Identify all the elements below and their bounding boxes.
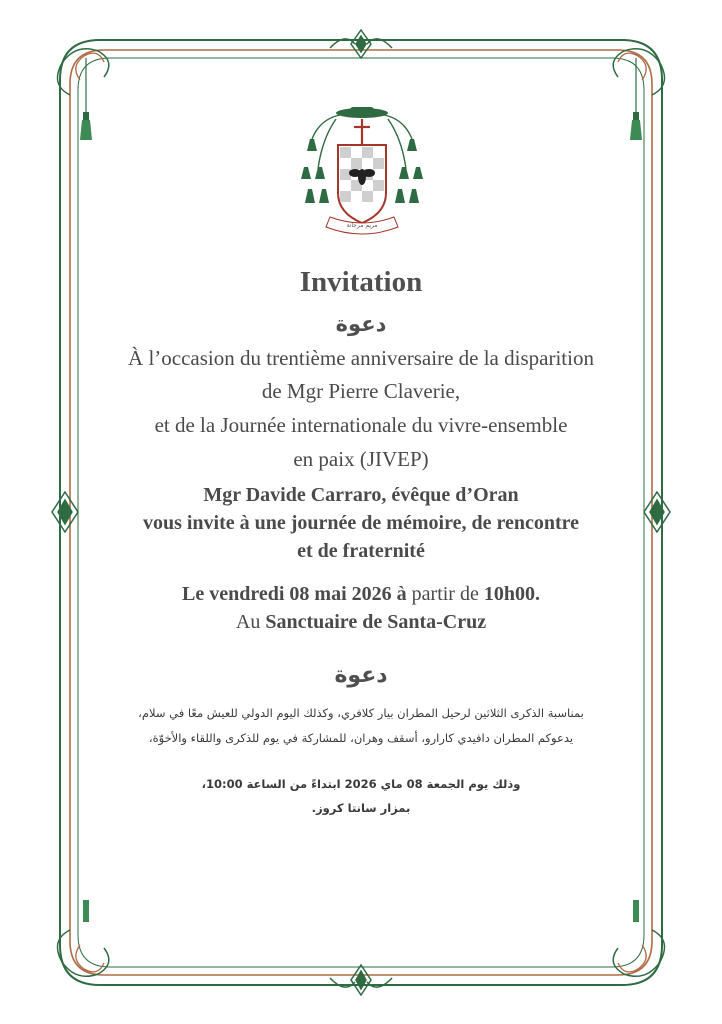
- intro-line-4: en paix (JIVEP): [293, 447, 429, 471]
- intro-line-2: de Mgr Pierre Claverie,: [261, 379, 461, 403]
- arabic-body-line-1: بمناسبة الذكرى الثلاثين لرحيل المطران بيار كلافري، وكذلك اليوم الدولي للعيش معًا في سلام،: [138, 706, 584, 720]
- arabic-date-line-1: وذلك يوم الجمعة 08 ماي 2026 ابتداءً من الساعة 10:00،: [201, 777, 521, 791]
- arabic-body-line-2: يدعوكم المطران دافيدي كارارو، أسقف وهران، للمشاركة في يوم للذكرى واللقاء والأخوّة،: [148, 731, 574, 745]
- ornament-icon: [330, 30, 392, 58]
- coat-of-arms: [300, 105, 424, 240]
- date-normal-part: partir de: [406, 583, 484, 605]
- bishop-hat-icon: [336, 107, 388, 118]
- page-title: Invitation: [299, 266, 423, 298]
- arabic-title: دعوة: [335, 312, 387, 336]
- intro-line-1: À l’occasion du trentième anniversaire de la disparition: [128, 346, 594, 370]
- host-line-3: et de fraternité: [297, 540, 425, 562]
- arabic-date-line-2: بمزار سانتا كروز.: [311, 801, 411, 815]
- place-prefix: Au: [235, 611, 266, 633]
- cross-icon: [354, 119, 370, 147]
- intro-line-3: et de la Journée internationale du vivre-ensemble: [154, 413, 568, 437]
- arabic-title-2: دعوة: [334, 663, 388, 688]
- date-line: [60, 583, 662, 606]
- host-line-1: Mgr Davide Carraro, évêque d’Oran: [203, 484, 519, 506]
- place-name: Sanctuaire de Santa-Cruz: [265, 611, 487, 633]
- crest-motto: مريم مرجانة: [346, 222, 378, 229]
- date-bold-part: Le vendredi 08 mai 2026 à: [182, 583, 407, 605]
- date-time-part: 10h00.: [483, 583, 540, 605]
- host-line-2: vous invite à une journée de mémoire, de rencontre: [142, 512, 580, 534]
- place-line: [60, 611, 662, 634]
